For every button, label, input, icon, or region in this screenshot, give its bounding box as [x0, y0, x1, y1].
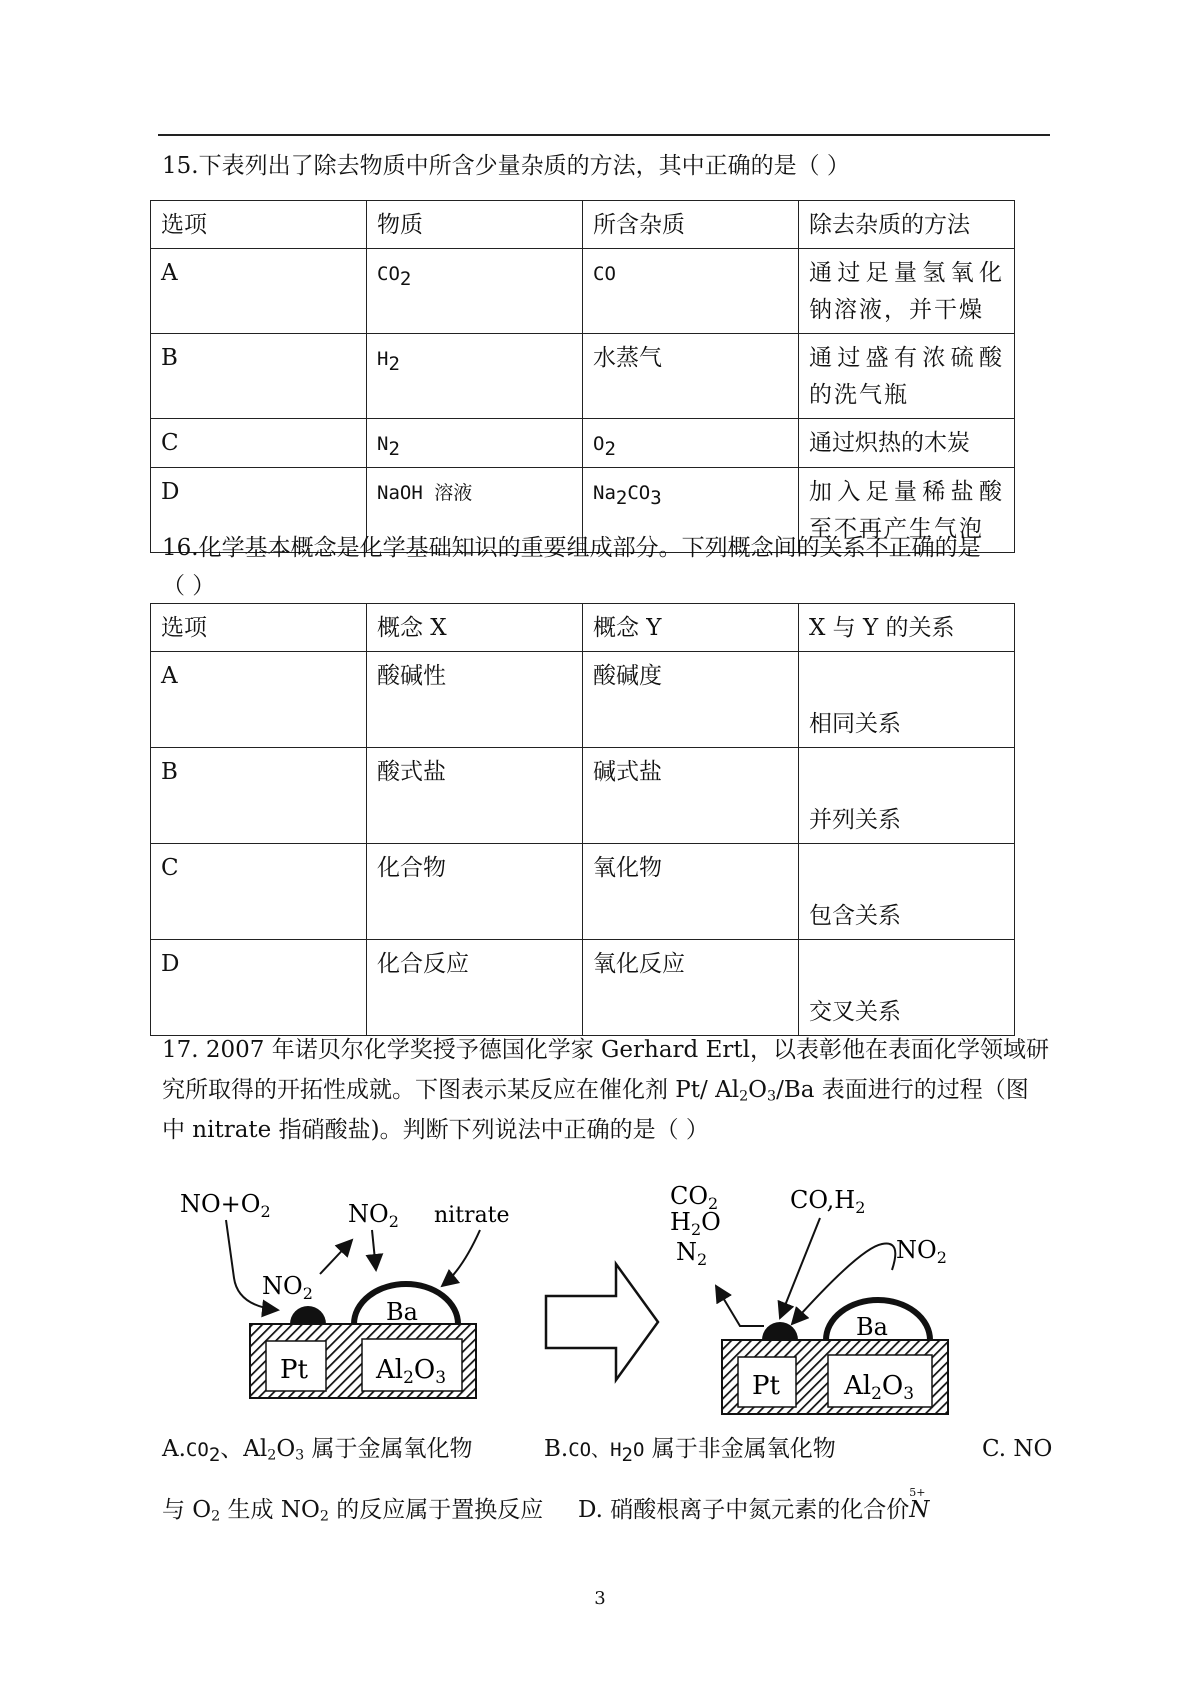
- text-run: 的反应属于置换反应: [328, 1497, 544, 1523]
- text-run: A.: [162, 1436, 186, 1462]
- option-cell: D: [151, 940, 367, 1036]
- nitrate-label: nitrate: [434, 1203, 510, 1228]
- option-cell: B: [151, 334, 367, 419]
- impurity-cell: [583, 249, 799, 334]
- q16-stem: 16.化学基本概念是化学基础知识的重要组成部分。下列概念间的关系不正确的是: [162, 535, 981, 561]
- relation-cell: 相同关系: [799, 652, 1015, 748]
- subscript: 3: [767, 1088, 777, 1105]
- method-cell: 加入足量稀盐酸至不再产生气泡: [799, 468, 1015, 553]
- table-row: [151, 334, 1015, 419]
- subscript: 2: [388, 352, 400, 375]
- option-a: [162, 1433, 473, 1466]
- table-row: [151, 419, 1015, 468]
- q16-table: [150, 603, 1015, 1036]
- pt-label: Pt: [280, 1355, 308, 1385]
- valence-n: [909, 1486, 930, 1523]
- al2o3-label: Al2O3: [844, 1371, 915, 1404]
- ba-label: Ba: [386, 1298, 418, 1326]
- subscript: 2: [604, 437, 616, 460]
- ba-label: Ba: [856, 1313, 888, 1341]
- q17-stem-line3: 中 nitrate 指硝酸盐)。判断下列说法中正确的是（ ）: [162, 1117, 709, 1143]
- pt-label: Pt: [752, 1371, 780, 1401]
- arrow-co-h2: [780, 1218, 820, 1318]
- concept-y-cell: 酸碱度: [583, 652, 799, 748]
- no2-label: $NO_2$: [896, 1236, 947, 1267]
- q15-stem: 15.下表列出了除去物质中所含少量杂质的方法，其中正确的是（ ）: [162, 153, 850, 179]
- subscript: 2: [615, 486, 628, 509]
- option-cell: A: [151, 652, 367, 748]
- header-cell: 概念 X: [367, 604, 583, 652]
- relation-cell: 包含关系: [799, 844, 1015, 940]
- impurity-cell: 水蒸气: [583, 334, 799, 419]
- catalyst-diagram: [180, 1178, 980, 1423]
- text-run: D. 硝酸根离子中氮元素的化合价: [578, 1497, 910, 1523]
- arrow-to-no2: [320, 1240, 352, 1274]
- process-arrow-icon: [546, 1264, 658, 1380]
- formula: CO: [593, 263, 616, 285]
- table-row: [151, 249, 1015, 334]
- table-row: [151, 844, 1015, 940]
- subscript: 2: [739, 1088, 749, 1105]
- element-symbol: N: [909, 1497, 930, 1523]
- text-run: 属于非金属氧化物: [644, 1436, 836, 1462]
- text-run: 、Al: [220, 1436, 268, 1462]
- option-cell: C: [151, 844, 367, 940]
- substance-cell: [367, 249, 583, 334]
- text-run: B.: [544, 1436, 569, 1462]
- text-run: 究所取得的开拓性成就。下图表示某反应在催化剂 Pt/ Al: [162, 1077, 740, 1103]
- table-row: [151, 748, 1015, 844]
- q17-stem-line1: 17. 2007 年诺贝尔化学奖授予德国化学家 Gerhard Ertl，以表彰他在表面化学领域研: [162, 1037, 1049, 1063]
- text-run: 生成 NO: [220, 1497, 320, 1523]
- method-cell: 通过盛有浓硫酸的洗气瓶: [799, 334, 1015, 419]
- no-o2-label: $NO+O_2$: [180, 1190, 271, 1221]
- formula: Na: [593, 482, 616, 504]
- option-c: C. NO: [982, 1436, 1053, 1462]
- subscript: 2: [621, 1443, 633, 1466]
- right-panel: [670, 1182, 948, 1414]
- arrow-nitrate: [442, 1230, 480, 1286]
- formula: H: [377, 348, 389, 370]
- co2-label: $CO_2$: [670, 1182, 719, 1213]
- concept-y-cell: 碱式盐: [583, 748, 799, 844]
- option-cell: D: [151, 468, 367, 553]
- table-header-row: [151, 604, 1015, 652]
- subscript: 2: [211, 1508, 221, 1525]
- formula: CO: [185, 1439, 209, 1461]
- header-cell: 选项: [151, 604, 367, 652]
- left-panel: [180, 1190, 510, 1398]
- concept-x-cell: 酸式盐: [367, 748, 583, 844]
- option-cell: A: [151, 249, 367, 334]
- text-run: O: [276, 1436, 296, 1462]
- header-cell: 选项: [151, 201, 367, 249]
- text-run: 属于金属氧化物: [304, 1436, 473, 1462]
- text-run: /Ba 表面进行的过程（图: [776, 1077, 1029, 1103]
- q16-stem-blank: （ ）: [162, 573, 216, 599]
- formula: CO、H: [568, 1439, 622, 1461]
- method-cell: 通过足量氢氧化钠溶液，并干燥: [799, 249, 1015, 334]
- co-h2-label: $CO,H_2$: [790, 1186, 866, 1217]
- option-b: [544, 1433, 836, 1466]
- table-header-row: [151, 201, 1015, 249]
- subscript: 2: [399, 267, 412, 290]
- no2-top-label: $NO_2$: [348, 1200, 399, 1231]
- table-row: [151, 652, 1015, 748]
- header-rule: [158, 134, 1050, 136]
- concept-y-cell: 氧化物: [583, 844, 799, 940]
- option-cell: B: [151, 748, 367, 844]
- concept-y-cell: 氧化反应: [583, 940, 799, 1036]
- header-cell: 所含杂质: [583, 201, 799, 249]
- option-d: [578, 1486, 930, 1526]
- header-cell: X 与 Y 的关系: [799, 604, 1015, 652]
- header-cell: 除去杂质的方法: [799, 201, 1015, 249]
- relation-cell: 交叉关系: [799, 940, 1015, 1036]
- concept-x-cell: 酸碱性: [367, 652, 583, 748]
- n2-label: $N_2$: [676, 1238, 708, 1269]
- page-number: 3: [594, 1588, 606, 1609]
- formula: NaOH 溶液: [377, 482, 473, 504]
- subscript: 2: [319, 1508, 329, 1525]
- pt-particle: [762, 1322, 798, 1340]
- arrow-products: [716, 1286, 764, 1326]
- subscript: 3: [650, 486, 662, 509]
- valence-superscript: 5+: [909, 1486, 926, 1499]
- formula: O: [633, 1439, 645, 1461]
- substance-cell: [367, 419, 583, 468]
- concept-x-cell: 化合物: [367, 844, 583, 940]
- method-cell: 通过炽热的木炭: [799, 419, 1015, 468]
- al2o3-label: Al2O3: [376, 1355, 447, 1388]
- subscript: 3: [295, 1447, 305, 1464]
- concept-x-cell: 化合反应: [367, 940, 583, 1036]
- subscript: 2: [267, 1447, 277, 1464]
- formula: CO: [627, 482, 651, 504]
- header-cell: 物质: [367, 201, 583, 249]
- header-cell: 概念 Y: [583, 604, 799, 652]
- option-c-continued: [162, 1494, 543, 1526]
- pt-particle: [290, 1306, 326, 1324]
- no2-small-label: $NO_2$: [262, 1272, 313, 1303]
- arrow-to-ba: [372, 1230, 376, 1270]
- subscript: 2: [388, 437, 400, 460]
- relation-cell: 并列关系: [799, 748, 1015, 844]
- formula: O: [593, 433, 605, 455]
- text-run: 与 O: [162, 1497, 212, 1523]
- h2o-label: $H_2O$: [670, 1208, 721, 1239]
- subscript: 2: [208, 1443, 221, 1466]
- substance-cell: [367, 334, 583, 419]
- q15-table: [150, 200, 1015, 553]
- formula: N: [377, 433, 389, 455]
- formula: CO: [377, 263, 400, 285]
- q17-stem-line2: [162, 1070, 1029, 1110]
- option-cell: C: [151, 419, 367, 468]
- text-run: O: [748, 1077, 767, 1103]
- table-row: [151, 940, 1015, 1036]
- impurity-cell: [583, 419, 799, 468]
